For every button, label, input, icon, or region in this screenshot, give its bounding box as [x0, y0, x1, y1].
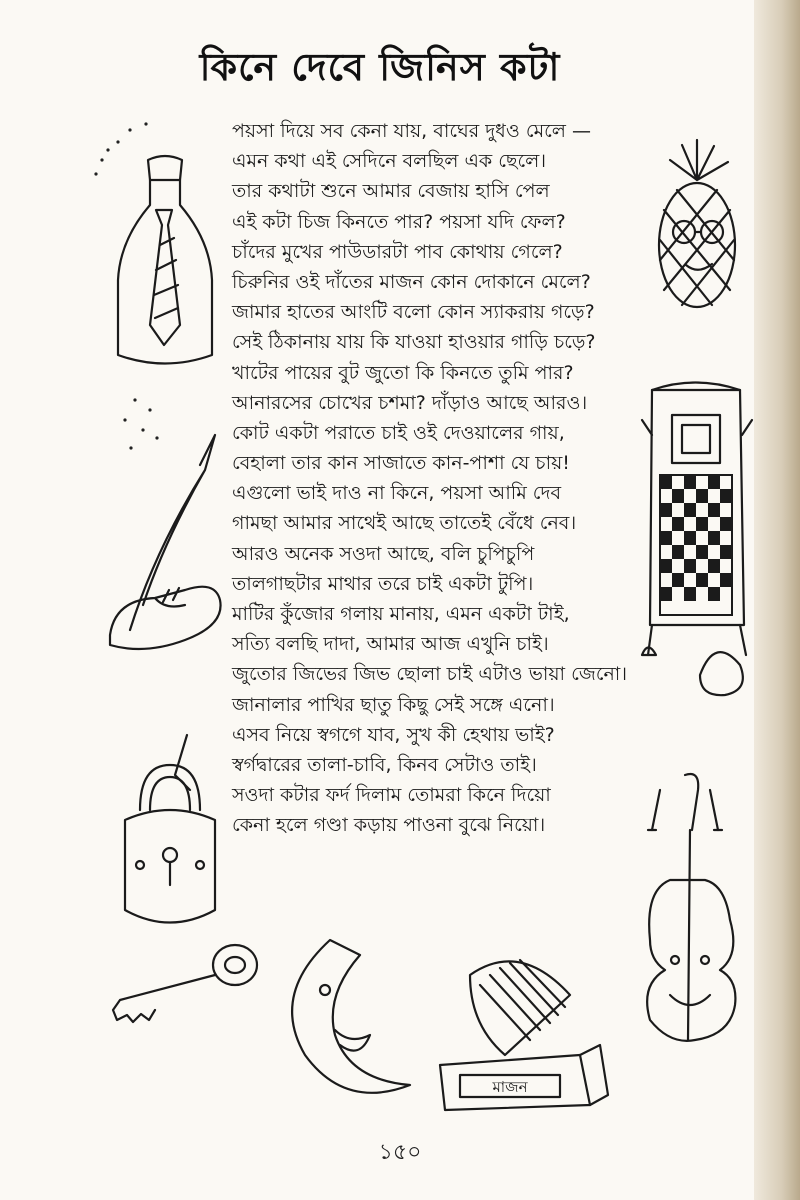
shoe-and-feather-illustration — [95, 430, 235, 684]
padlock-illustration — [115, 735, 225, 939]
page-number: ১৫০ — [378, 1140, 422, 1165]
poem-title: কিনে দেবে জিনিস কটা — [199, 45, 561, 89]
poem-line: গামছা আমার সাথেই আছে তাতেই বেঁধে নেব। — [232, 512, 577, 535]
poem-line: কোট একটা পরাতে চাই ওই দেওয়ালের গায়, — [232, 421, 565, 444]
comb-and-toothpaste-illustration — [430, 935, 650, 1119]
book-spine-edge — [754, 0, 800, 1200]
poem-line: আরও অনেক সওদা আছে, বলি চুপিচুপি — [232, 542, 535, 565]
poem-line: সত্যি বলছি দাদা, আমার আজ এখুনি চাই। — [232, 633, 549, 656]
poem-line: খাটের পায়ের বুট জুতো কি কিনতে তুমি পার? — [232, 361, 574, 384]
wardrobe-with-coat-illustration — [640, 375, 755, 709]
poem-line: তালগাছটার মাথার তরে চাই একটা টুপি। — [232, 572, 534, 595]
poem-line: স্বর্গদ্বারের তালা-চাবি, কিনব সেটাও তাই। — [232, 753, 537, 776]
poem-line: আনারসের চোখের চশমা? দাঁড়াও আছে আরও। — [232, 391, 588, 414]
poem-line: এগুলো ভাই দাও না কিনে, পয়সা আমি দেব — [232, 482, 562, 505]
poem-line: জুতোর জিভের জিভ ছোলা চাই এটাও ভায়া জেনো। — [232, 663, 628, 686]
poem-line: জানালার পাখির ছাতু কিছু সেই সঙ্গে এনো। — [232, 693, 555, 716]
poem-line: চাঁদের মুখের পাউডারটা পাব কোথায় গেলে? — [232, 240, 563, 263]
poem-line: তার কথাটা শুনে আমার বেজায় হাসি পেল — [232, 180, 550, 203]
crescent-moon-face-illustration — [280, 935, 430, 1109]
poem-line: এমন কথা এই সেদিনে বলছিল এক ছেলে। — [232, 150, 547, 173]
poem-line: এসব নিয়ে স্বগগে যাব, সুখ কী হেথায় ভাই? — [232, 723, 555, 746]
violin-with-earrings-illustration — [630, 770, 750, 1054]
poem-line: মাটির কুঁজোর গলায় মানায়, এমন একটা টাই, — [232, 603, 570, 625]
poem-line: চিরুনির ওই দাঁতের মাজন কোন দোকানে মেলে? — [232, 270, 591, 293]
toothpaste-label: মাজন — [492, 1078, 528, 1096]
poem-body — [232, 116, 672, 841]
poem-line: কেনা হলে গণ্ডা কড়ায় পাওনা বুঝে নিয়ো। — [232, 814, 546, 837]
poem-line: পয়সা দিয়ে সব কেনা যায়, বাঘের দুধও মেলে — — [232, 120, 591, 142]
poem-line: সেই ঠিকানায় যায় কি যাওয়া হাওয়ার গাড়ি চড়ে? — [232, 331, 596, 354]
poem-line: সওদা কটার ফর্দ দিলাম তোমরা কিনে দিয়ো — [232, 784, 551, 807]
poem-line: এই কটা চিজ কিনতে পার? পয়সা যদি ফেল? — [232, 210, 566, 233]
poem-line: বেহালা তার কান সাজাতে কান-পাশা যে চায়! — [232, 452, 570, 475]
key-illustration — [105, 940, 265, 1034]
pineapple-with-glasses-illustration — [652, 140, 742, 324]
poem-line: জামার হাতের আংটি বলো কোন স্যাকরায় গড়ে? — [232, 301, 595, 324]
bottle-with-tie-illustration — [110, 150, 220, 384]
